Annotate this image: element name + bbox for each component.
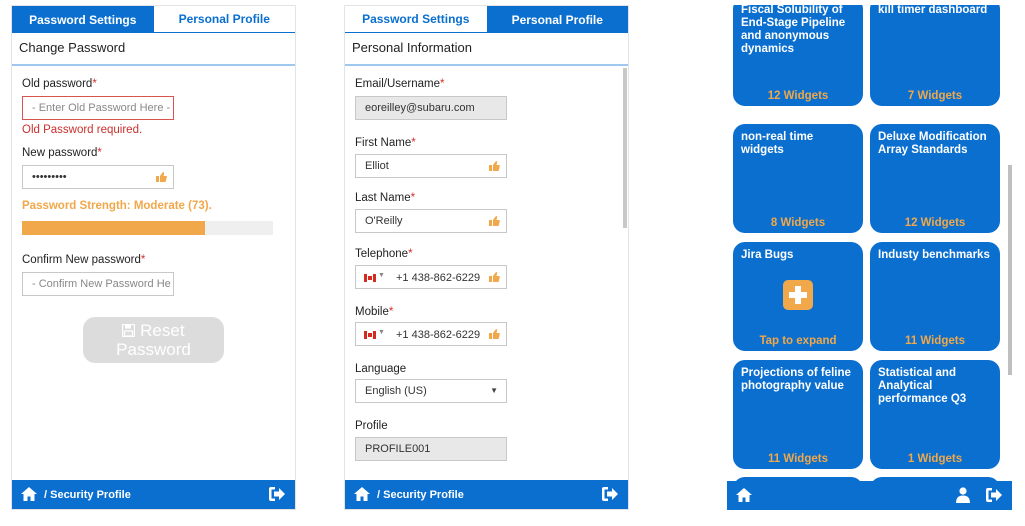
reset-button-line2: Password xyxy=(116,340,191,359)
widget-tile[interactable] xyxy=(870,5,1000,106)
scrollbar[interactable] xyxy=(623,68,627,228)
footer-bar xyxy=(727,481,1012,510)
logout-icon[interactable] xyxy=(602,487,618,501)
widget-tile-title: Industy benchmarks xyxy=(878,249,990,261)
email-field xyxy=(355,96,507,120)
canada-flag-icon[interactable] xyxy=(364,331,376,339)
old-password-input[interactable] xyxy=(32,102,173,114)
scrollbar[interactable] xyxy=(1008,165,1012,375)
mobile-field[interactable] xyxy=(355,322,507,346)
widget-groups-panel xyxy=(727,5,1012,510)
widget-tile[interactable] xyxy=(733,124,863,233)
tab-bar xyxy=(12,6,295,33)
tab-personal-profile[interactable]: Personal Profile xyxy=(154,6,296,33)
thumbs-up-icon xyxy=(488,215,500,227)
home-icon[interactable] xyxy=(736,488,752,502)
confirm-password-input[interactable] xyxy=(32,278,173,290)
canada-flag-icon[interactable] xyxy=(364,274,376,282)
last-name-value[interactable]: O'Reilly xyxy=(365,215,403,227)
language-label: Language xyxy=(355,363,407,375)
last-name-label: Last Name* xyxy=(355,192,416,204)
widget-tile[interactable] xyxy=(870,242,1000,351)
thumbs-up-icon xyxy=(155,171,167,183)
confirm-password-label: Confirm New password* xyxy=(22,254,146,266)
section-title: Personal Information xyxy=(352,40,472,55)
chevron-down-icon[interactable]: ▼ xyxy=(490,386,498,395)
personal-profile-panel xyxy=(344,5,629,510)
telephone-label: Telephone* xyxy=(355,248,413,260)
first-name-label: First Name* xyxy=(355,137,416,149)
widget-tile[interactable] xyxy=(870,360,1000,469)
widget-tile-count: 7 Widgets xyxy=(907,90,963,102)
tab-bar xyxy=(345,6,628,33)
email-label: Email/Username* xyxy=(355,78,445,90)
telephone-field[interactable] xyxy=(355,265,507,289)
language-value[interactable]: English (US) xyxy=(365,385,427,397)
widget-tile[interactable] xyxy=(733,5,863,106)
plus-icon[interactable] xyxy=(783,280,813,310)
footer-bar xyxy=(12,480,295,509)
tap-to-expand-label: Tap to expand xyxy=(759,335,837,347)
confirm-password-field[interactable] xyxy=(22,272,174,296)
first-name-field[interactable] xyxy=(355,154,507,178)
widget-tile-count: 1 Widgets xyxy=(907,453,963,465)
logout-icon[interactable] xyxy=(986,488,1002,502)
logout-icon[interactable] xyxy=(269,487,285,501)
email-value: eoreilley@subaru.com xyxy=(365,102,475,114)
old-password-error: Old Password required. xyxy=(22,124,143,136)
password-settings-panel xyxy=(11,5,296,510)
widget-tile-title: Fiscal Solubility of End-Stage Pipeline and anonymous dynamics xyxy=(741,5,846,55)
widget-tile-count: 12 Widgets xyxy=(904,217,966,229)
breadcrumb[interactable]: / Security Profile xyxy=(44,489,131,501)
widget-tile-title: kill timer dashboard xyxy=(878,5,988,16)
reset-button-line1: Reset xyxy=(83,321,224,340)
password-strength-text: Password Strength: Moderate (73). xyxy=(22,200,212,212)
tab-password-settings[interactable]: Password Settings xyxy=(12,6,154,33)
section-divider xyxy=(345,64,628,66)
new-password-field[interactable] xyxy=(22,165,174,189)
password-strength-bar xyxy=(22,221,273,235)
widget-tile-count: 11 Widgets xyxy=(768,453,828,465)
widget-tile-title: Jira Bugs xyxy=(741,249,794,261)
breadcrumb[interactable]: / Security Profile xyxy=(377,489,464,501)
widget-tile-title: Projections of feline photography value xyxy=(741,367,851,392)
section-divider xyxy=(12,64,295,66)
home-icon[interactable] xyxy=(21,487,37,501)
widget-tile-count: 12 Widgets xyxy=(767,90,829,102)
tab-password-settings[interactable]: Password Settings xyxy=(345,6,487,33)
last-name-field[interactable] xyxy=(355,209,507,233)
section-title: Change Password xyxy=(19,40,126,55)
save-icon xyxy=(122,324,135,337)
old-password-label: Old password* xyxy=(22,78,97,90)
country-dropdown-caret-icon[interactable]: ▼ xyxy=(378,329,385,336)
widget-tile-title: Statistical and Analytical performance Q3 xyxy=(878,367,967,405)
mobile-label: Mobile* xyxy=(355,306,394,318)
widget-tile[interactable] xyxy=(733,360,863,469)
country-dropdown-caret-icon[interactable]: ▼ xyxy=(378,272,385,279)
profile-field xyxy=(355,437,507,461)
profile-label: Profile xyxy=(355,420,388,432)
widget-tile-title: Deluxe Modification Array Standards xyxy=(878,131,987,156)
new-password-label: New password* xyxy=(22,147,102,159)
thumbs-up-icon xyxy=(488,160,500,172)
old-password-field[interactable] xyxy=(22,96,174,120)
reset-password-button[interactable] xyxy=(83,317,224,363)
password-strength-fill xyxy=(22,221,205,235)
thumbs-up-icon xyxy=(488,271,500,283)
first-name-value[interactable]: Elliot xyxy=(365,160,389,172)
widget-tile[interactable] xyxy=(870,124,1000,233)
telephone-value[interactable]: +1 438-862-6229 xyxy=(396,272,481,284)
widget-tile-count: 11 Widgets xyxy=(905,335,965,347)
language-select[interactable] xyxy=(355,379,507,403)
home-icon[interactable] xyxy=(354,487,370,501)
widget-tile-count: 8 Widgets xyxy=(770,217,826,229)
profile-value: PROFILE001 xyxy=(365,443,431,455)
mobile-value[interactable]: +1 438-862-6229 xyxy=(396,329,481,341)
widget-tile-title: non-real time widgets xyxy=(741,131,814,156)
footer-bar xyxy=(345,480,628,509)
widget-tile-expand[interactable] xyxy=(733,242,863,351)
tab-personal-profile[interactable]: Personal Profile xyxy=(487,6,629,33)
new-password-value[interactable]: ••••••••• xyxy=(32,171,67,183)
user-icon[interactable] xyxy=(956,487,970,503)
thumbs-up-icon xyxy=(488,328,500,340)
